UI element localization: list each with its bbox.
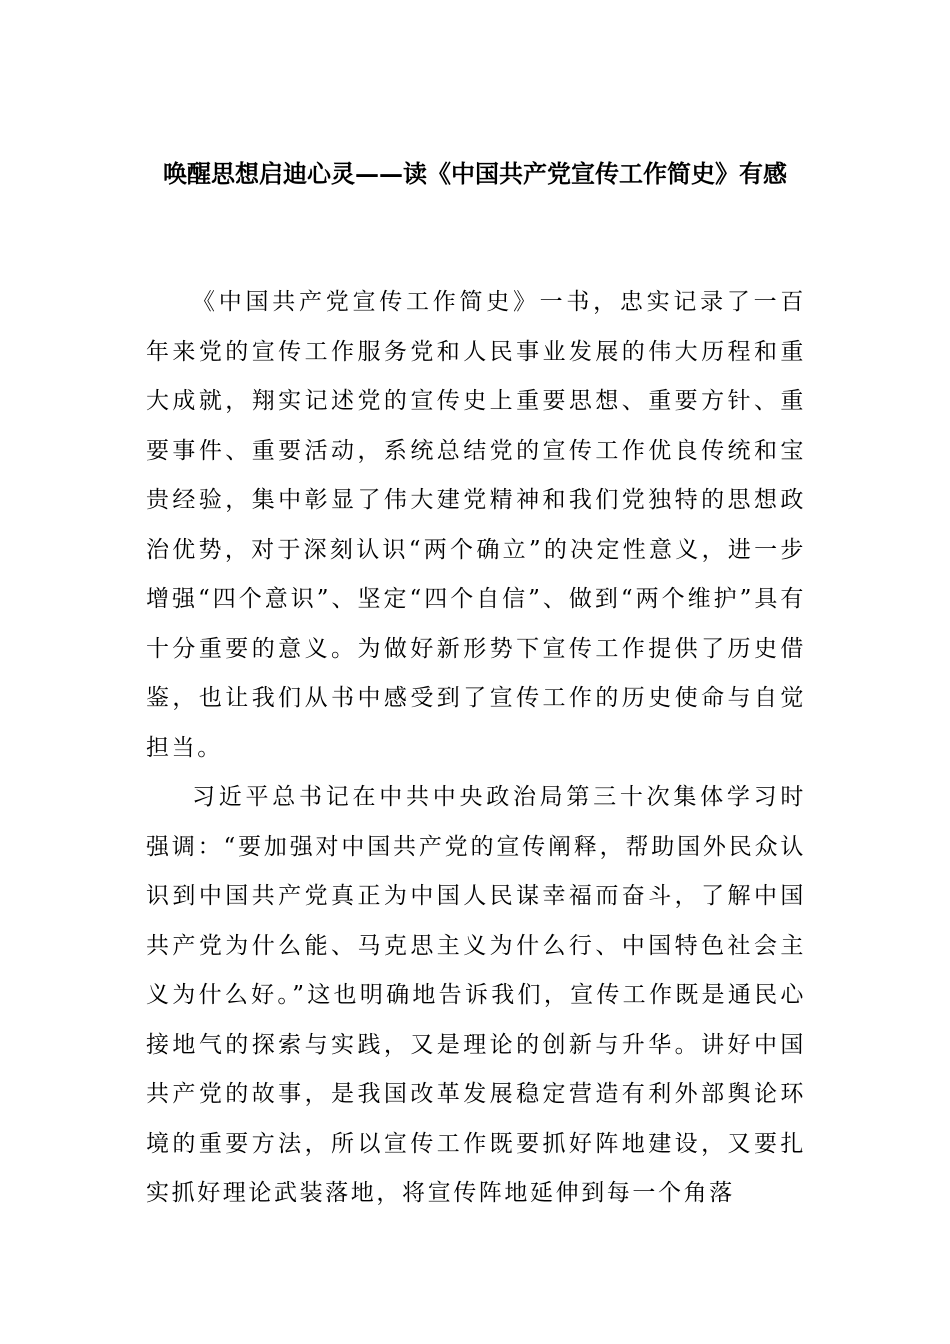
- document-body: [146, 278, 806, 1219]
- paragraph-1: 《中国共产党宣传工作简史》一书，忠实记录了一百年来党的宣传工作服务党和人民事业发展的伟大历程和重大成就，翔实记述党的宣传史上重要思想、重要方针、重要事件、重要活动，系统总结党的宣传工作优良传统和宝贵经验，集中彰显了伟大建党精神和我们党独特的思想政治优势，对于深刻认识“两个确立”的决定性意义，进一步增强“四个意识”、坚定“四个自信”、做到“两个维护”具有十分重要的意义。为做好新形势下宣传工作提供了历史借鉴，也让我们从书中感受到了宣传工作的历史使命与自觉担当。: [146, 289, 806, 761]
- document-title: 唤醒思想启迪心灵——读《中国共产党宣传工作简史》有感: [163, 159, 787, 188]
- paragraph-2: 习近平总书记在中共中央政治局第三十次集体学习时强调：“要加强对中国共产党的宣传阐释，帮助国外民众认识到中国共产党真正为中国人民谋幸福而奋斗，了解中国共产党为什么能、马克思主义为什么行、中国特色社会主义为什么好。”这也明确地告诉我们，宣传工作既是通民心接地气的探索与实践，又是理论的创新与升华。讲好中国共产党的故事，是我国改革发展稳定营造有利外部舆论环境的重要方法，所以宣传工作既要抓好阵地建设，又要扎实抓好理论武装落地，将宣传阵地延伸到每一个角落: [146, 784, 806, 1206]
